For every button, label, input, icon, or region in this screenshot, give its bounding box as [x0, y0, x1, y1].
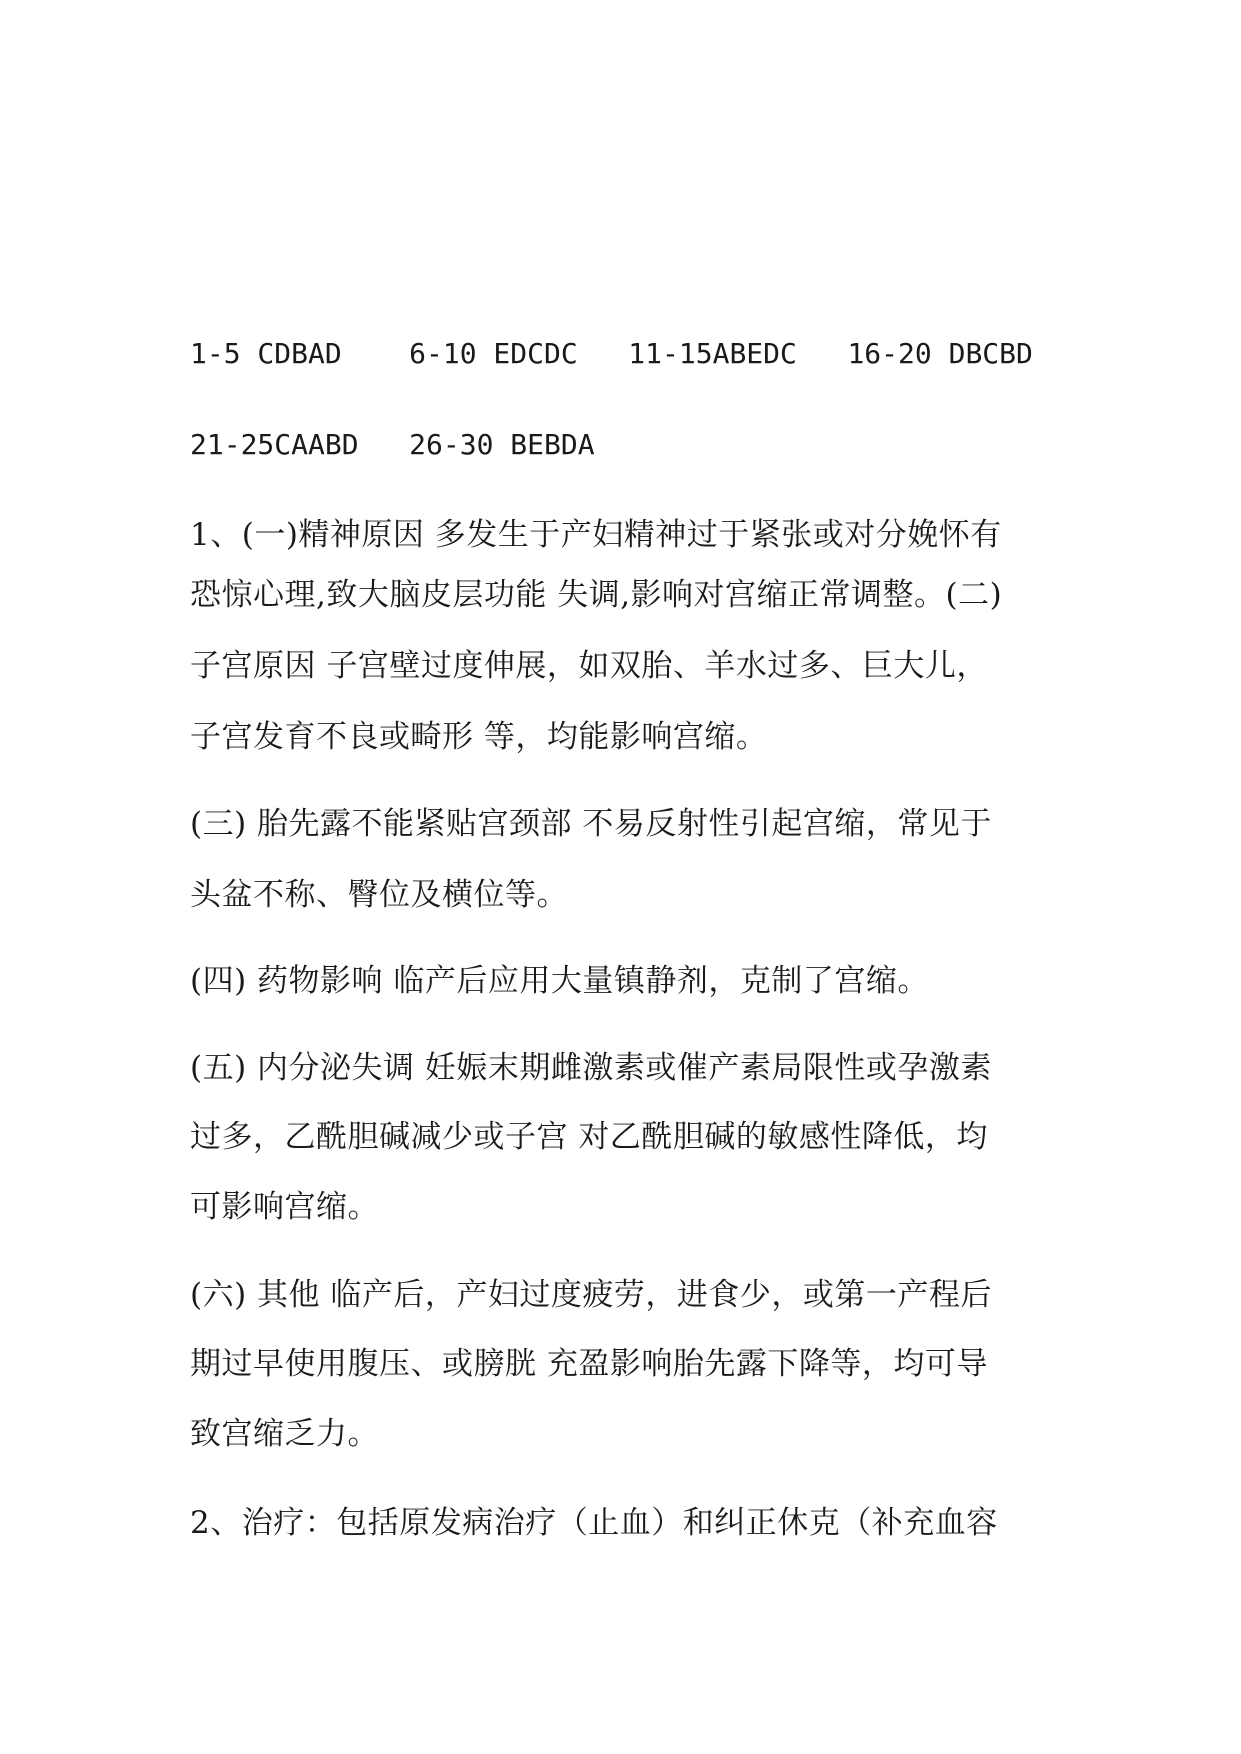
- paragraph-4-line-1: (四) 药物影响 临产后应用大量镇静剂，克制了宫缩。: [190, 963, 929, 999]
- paragraph-1-line-4: 子宫发育不良或畸形 等，均能影响宫缩。: [190, 719, 768, 755]
- answer-key-line-1: 1-5 CDBAD 6-10 EDCDC 11-15ABEDC 16-20 DBCBD: [190, 337, 1033, 370]
- paragraph-1-line-1: 1、(一)精神原因 多发生于产妇精神过于紧张或对分娩怀有: [190, 517, 1002, 553]
- paragraph-5-line-3: 可影响宫缩。: [190, 1189, 379, 1225]
- paragraph-6-line-1: (六) 其他 临产后，产妇过度疲劳，进食少，或第一产程后: [190, 1277, 992, 1313]
- paragraph-6-line-3: 致宫缩乏力。: [190, 1416, 379, 1452]
- paragraph-1-line-3: 子宫原因 子宫壁过度伸展，如双胎、羊水过多、巨大儿，: [190, 648, 988, 684]
- paragraph-6-line-2: 期过早使用腹压、或膀胱 充盈影响胎先露下降等，均可导: [190, 1346, 988, 1382]
- paragraph-1-line-2: 恐惊心理,致大脑皮层功能 失调,影响对宫缩正常调整。(二): [190, 577, 1003, 613]
- paragraph-5-line-2: 过多，乙酰胆碱减少或子宫 对乙酰胆碱的敏感性降低，均: [190, 1119, 988, 1155]
- paragraph-5-line-1: (五) 内分泌失调 妊娠末期雌激素或催产素局限性或孕激素: [190, 1050, 992, 1086]
- answer-key-line-2: 21-25CAABD 26-30 BEBDA: [190, 428, 595, 461]
- paragraph-2-line-1: 2、治疗：包括原发病治疗（止血）和纠正休克（补充血容: [190, 1505, 998, 1541]
- paragraph-3-line-2: 头盆不称、臀位及横位等。: [190, 877, 568, 913]
- paragraph-3-line-1: (三) 胎先露不能紧贴宫颈部 不易反射性引起宫缩，常见于: [190, 806, 992, 842]
